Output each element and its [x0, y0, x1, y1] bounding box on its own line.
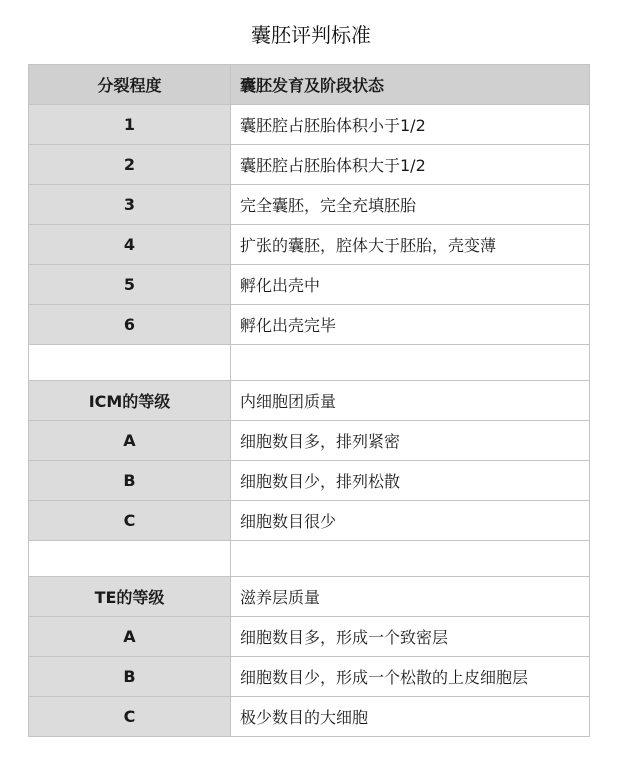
icm-header-cell: ICM的等级 [29, 381, 231, 421]
grade-cell: A [29, 421, 231, 461]
grade-cell: 2 [29, 145, 231, 185]
header-right-cell: 囊胚发育及阶段状态 [231, 65, 590, 105]
header-left-cell: 分裂程度 [29, 65, 231, 105]
description-cell: 扩张的囊胚，腔体大于胚胎，壳变薄 [231, 225, 590, 265]
table-row [29, 145, 590, 185]
grade-cell: C [29, 501, 231, 541]
icm-header-desc-cell: 内细胞团质量 [231, 381, 590, 421]
description-cell: 极少数目的大细胞 [231, 697, 590, 737]
te-header-cell: TE的等级 [29, 577, 231, 617]
spacer-row [29, 541, 590, 577]
spacer-cell [231, 541, 590, 577]
table-row [29, 657, 590, 697]
description-cell: 细胞数目很少 [231, 501, 590, 541]
description-cell: 细胞数目少，形成一个松散的上皮细胞层 [231, 657, 590, 697]
description-cell: 细胞数目多，形成一个致密层 [231, 617, 590, 657]
table-row [29, 617, 590, 657]
description-cell: 细胞数目少，排列松散 [231, 461, 590, 501]
spacer-cell [29, 345, 231, 381]
grade-cell: B [29, 461, 231, 501]
grade-cell: B [29, 657, 231, 697]
table-row [29, 697, 590, 737]
grading-table [28, 64, 590, 737]
description-cell: 囊胚腔占胚胎体积大于1/2 [231, 145, 590, 185]
spacer-row [29, 345, 590, 381]
table-row [29, 501, 590, 541]
description-cell: 囊胚腔占胚胎体积小于1/2 [231, 105, 590, 145]
table-row [29, 421, 590, 461]
grade-cell: 4 [29, 225, 231, 265]
table-row [29, 225, 590, 265]
description-cell: 细胞数目多，排列紧密 [231, 421, 590, 461]
grade-cell: 1 [29, 105, 231, 145]
te-header-desc-cell: 滋养层质量 [231, 577, 590, 617]
icm-section-header-row [29, 381, 590, 421]
spacer-cell [231, 345, 590, 381]
description-cell: 孵化出壳中 [231, 265, 590, 305]
grade-cell: 5 [29, 265, 231, 305]
table-header-row [29, 65, 590, 105]
table-row [29, 105, 590, 145]
grade-cell: A [29, 617, 231, 657]
grade-cell: 6 [29, 305, 231, 345]
table-row [29, 185, 590, 225]
page-title: 囊胚评判标准 [251, 23, 371, 47]
description-cell: 孵化出壳完毕 [231, 305, 590, 345]
te-section-header-row [29, 577, 590, 617]
grade-cell: 3 [29, 185, 231, 225]
description-cell: 完全囊胚，完全充填胚胎 [231, 185, 590, 225]
table-row [29, 265, 590, 305]
table-row [29, 305, 590, 345]
spacer-cell [29, 541, 231, 577]
table-row [29, 461, 590, 501]
grade-cell: C [29, 697, 231, 737]
